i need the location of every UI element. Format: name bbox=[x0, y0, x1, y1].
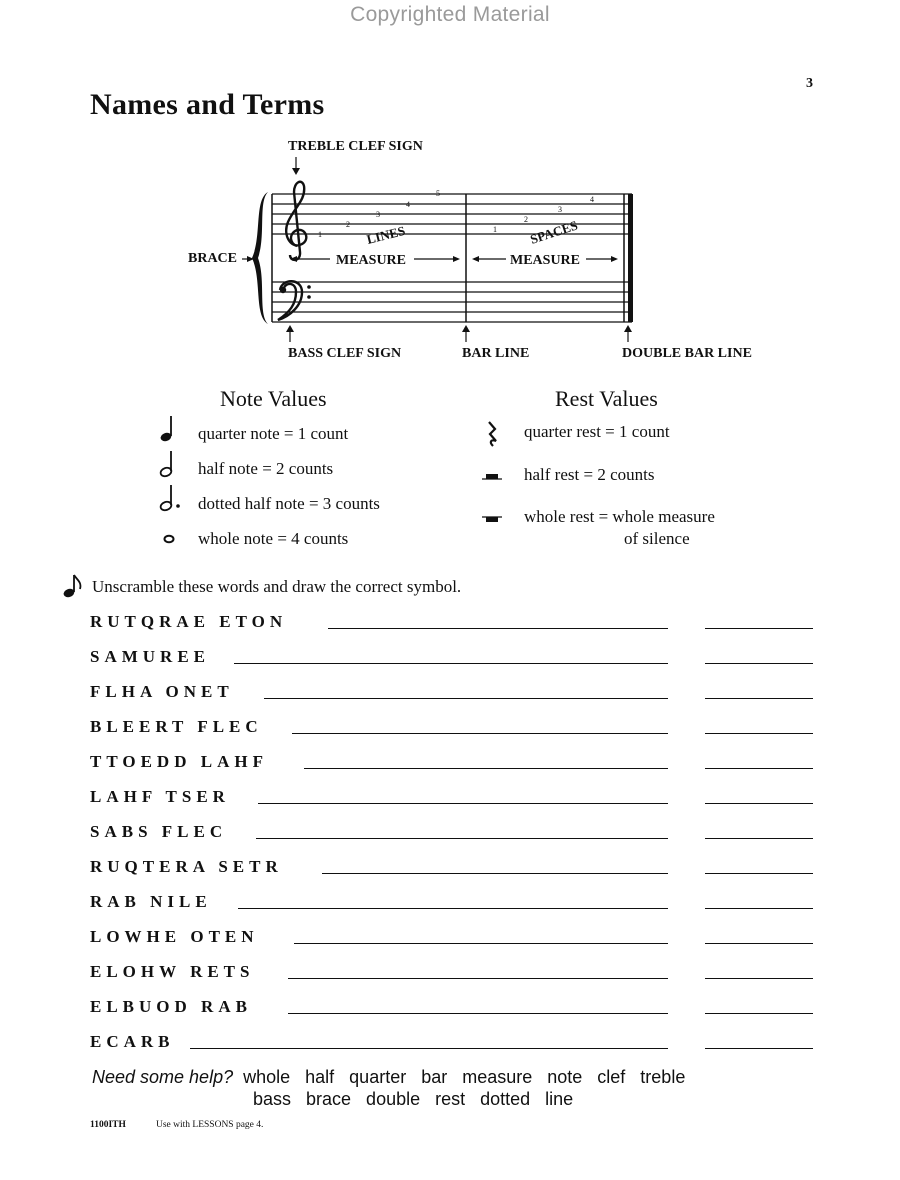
lines-label: LINES bbox=[365, 222, 407, 247]
rest-values-heading: Rest Values bbox=[555, 386, 658, 411]
symbol-line-7[interactable] bbox=[705, 838, 813, 839]
measure-right-label: MEASURE bbox=[510, 253, 581, 268]
instruction-text: Unscramble these words and draw the correct symbol. bbox=[92, 577, 462, 596]
answer-line-12[interactable] bbox=[288, 1013, 668, 1014]
bass-staff-lines bbox=[272, 282, 632, 322]
dotted-half-note-icon bbox=[159, 485, 179, 512]
answer-line-5[interactable] bbox=[304, 768, 668, 769]
half-rest-icon bbox=[482, 474, 502, 479]
double-bar-thick bbox=[628, 194, 633, 322]
line-number-1: 1 bbox=[318, 230, 322, 239]
footer-note: Use with LESSONS page 4. bbox=[156, 1120, 264, 1130]
answer-line-8[interactable] bbox=[322, 873, 668, 874]
quarter-note-text: quarter note = 1 count bbox=[198, 424, 349, 443]
scrambled-word-1: RUTQRAE ETON bbox=[90, 612, 288, 631]
half-note-text: half note = 2 counts bbox=[198, 459, 334, 478]
help-line-1 bbox=[92, 1067, 685, 1088]
answer-line-11[interactable] bbox=[288, 978, 668, 979]
brace-symbol bbox=[252, 192, 268, 324]
answer-line-4[interactable] bbox=[292, 733, 668, 734]
answer-line-2[interactable] bbox=[234, 663, 668, 664]
answer-line-1[interactable] bbox=[328, 628, 668, 629]
symbol-line-13[interactable] bbox=[705, 1048, 813, 1049]
grand-staff-diagram bbox=[0, 0, 900, 380]
symbol-line-2[interactable] bbox=[705, 663, 813, 664]
bass-clef-sign-label: BASS CLEF SIGN bbox=[288, 346, 402, 361]
answer-line-13[interactable] bbox=[190, 1048, 668, 1049]
answer-line-3[interactable] bbox=[264, 698, 668, 699]
answer-line-7[interactable] bbox=[256, 838, 668, 839]
bass-clef-icon bbox=[278, 281, 311, 320]
help-words-2: bass brace double rest dotted line bbox=[253, 1089, 574, 1109]
whole-rest-text: whole rest = whole measure bbox=[524, 507, 715, 526]
scrambled-word-9: RAB NILE bbox=[90, 892, 212, 911]
symbol-line-9[interactable] bbox=[705, 908, 813, 909]
scrambled-word-7: SABS FLEC bbox=[90, 822, 228, 841]
symbol-line-11[interactable] bbox=[705, 978, 813, 979]
space-number-4: 4 bbox=[590, 195, 594, 204]
line-number-4: 4 bbox=[406, 200, 410, 209]
copyright-watermark: Copyrighted Material bbox=[350, 3, 550, 26]
whole-note-icon bbox=[165, 536, 174, 543]
answer-line-10[interactable] bbox=[294, 943, 668, 944]
quarter-rest-icon bbox=[489, 422, 496, 446]
half-note-icon bbox=[159, 451, 172, 478]
page-number: 3 bbox=[806, 76, 813, 91]
scrambled-word-12: ELBUOD RAB bbox=[90, 997, 252, 1016]
line-number-3: 3 bbox=[376, 210, 380, 219]
quarter-note-icon bbox=[159, 416, 172, 443]
symbol-line-5[interactable] bbox=[705, 768, 813, 769]
double-bar-line-label: DOUBLE BAR LINE bbox=[622, 346, 752, 361]
scrambled-word-10: LOWHE OTEN bbox=[90, 927, 259, 946]
note-values-heading: Note Values bbox=[220, 386, 327, 411]
scrambled-word-3: FLHA ONET bbox=[90, 682, 234, 701]
scrambled-word-2: SAMUREE bbox=[90, 647, 211, 666]
scrambled-word-4: BLEERT FLEC bbox=[90, 717, 263, 736]
whole-note-text: whole note = 4 counts bbox=[198, 529, 349, 548]
rest-symbols bbox=[476, 410, 516, 530]
scrambled-word-13: ECARB bbox=[90, 1032, 175, 1051]
quarter-rest-text: quarter rest = 1 count bbox=[524, 422, 670, 441]
symbol-line-1[interactable] bbox=[705, 628, 813, 629]
symbol-line-12[interactable] bbox=[705, 1013, 813, 1014]
symbol-line-6[interactable] bbox=[705, 803, 813, 804]
footer-code: 1100ITH bbox=[90, 1120, 126, 1130]
help-words-1: whole half quarter bar measure note clef treble bbox=[243, 1067, 686, 1087]
eighth-note-icon bbox=[60, 572, 86, 600]
dotted-half-note-text: dotted half note = 3 counts bbox=[198, 494, 380, 513]
answer-line-6[interactable] bbox=[258, 803, 668, 804]
brace-label: BRACE bbox=[188, 251, 238, 266]
space-number-2: 2 bbox=[524, 215, 528, 224]
scrambled-word-5: TTOEDD LAHF bbox=[90, 752, 268, 771]
scrambled-word-8: RUQTERA SETR bbox=[90, 857, 283, 876]
space-number-1: 1 bbox=[493, 225, 497, 234]
whole-rest-text-line2: of silence bbox=[624, 529, 690, 548]
bar-line-label: BAR LINE bbox=[462, 346, 530, 361]
measure-left-label: MEASURE bbox=[336, 253, 407, 268]
note-symbols bbox=[150, 410, 190, 550]
spaces-label: SPACES bbox=[528, 217, 580, 247]
space-number-3: 3 bbox=[558, 205, 562, 214]
line-number-2: 2 bbox=[346, 220, 350, 229]
symbol-line-4[interactable] bbox=[705, 733, 813, 734]
help-prompt: Need some help? bbox=[92, 1067, 234, 1087]
line-number-5: 5 bbox=[436, 189, 440, 198]
symbol-line-3[interactable] bbox=[705, 698, 813, 699]
scrambled-word-6: LAHF TSER bbox=[90, 787, 230, 806]
scrambled-word-11: ELOHW RETS bbox=[90, 962, 255, 981]
treble-clef-sign-label: TREBLE CLEF SIGN bbox=[288, 139, 423, 154]
symbol-line-8[interactable] bbox=[705, 873, 813, 874]
symbol-line-10[interactable] bbox=[705, 943, 813, 944]
half-rest-text: half rest = 2 counts bbox=[524, 465, 655, 484]
answer-line-9[interactable] bbox=[238, 908, 668, 909]
page-title: Names and Terms bbox=[90, 88, 325, 121]
whole-rest-icon bbox=[482, 517, 502, 522]
